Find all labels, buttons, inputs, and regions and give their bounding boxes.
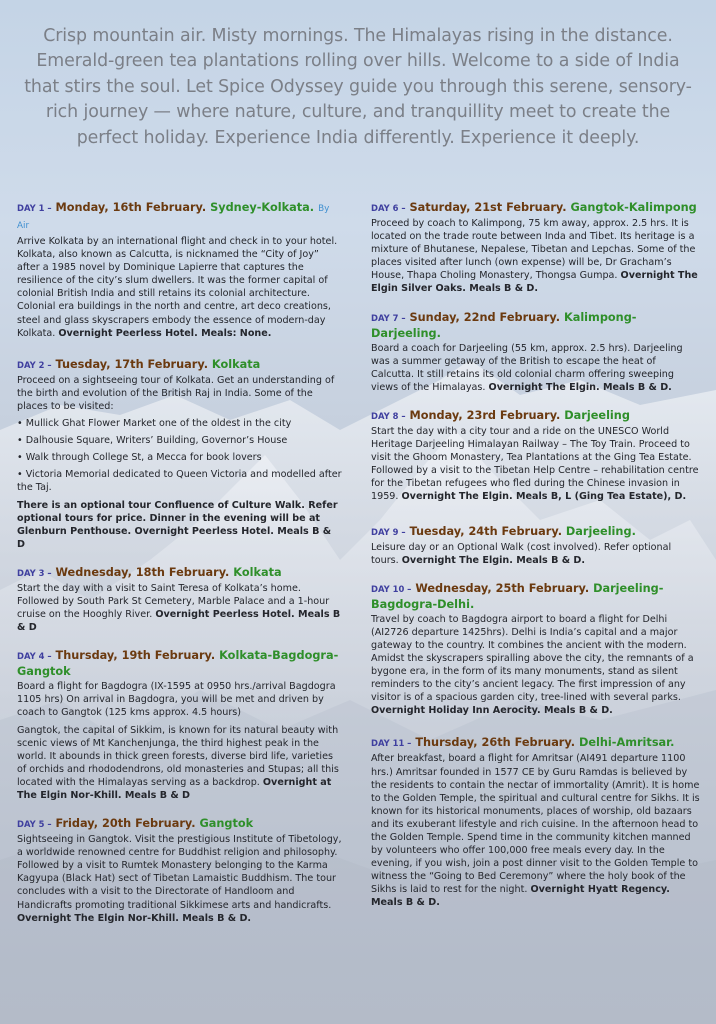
day-7-description [371,342,701,394]
day-date: Thursday, 26th February. [415,736,576,750]
day-route: Kalimpong-Darjeeling. [371,310,637,340]
day-4-description-2 [17,724,342,803]
day-route: Gangtok-Kalimpong [570,201,697,214]
day-overnight: There is an optional tour Confluence of Culture Walk. Refer optional tours for price. Dinner in the evening will be at Glenburn Penthouse. Overnight Peerless Hotel. Meals B & D [17,499,338,550]
day-overnight: Overnight The Elgin Nor-Khill. Meals B & D. [17,912,252,924]
day-date: Tuesday, 24th February. [409,524,562,538]
day-date: Sunday, 22nd February. [409,310,560,324]
day-2-description [17,374,342,413]
day-label: DAY 6 – [371,203,406,213]
day-route: Darjeeling-Bagdogra-Delhi. [371,581,664,611]
day-overnight: Overnight Peerless Hotel. Meals B & D [17,609,341,634]
day-label: DAY 4 – [17,651,52,662]
day-10-description [371,613,701,718]
day-text: Travel by coach to Bagdogra airport to board a flight for Delhi (AI2726 departure 1425hrs). Delhi is India’s capital and a major gateway to the country. It combines the ancient with the modern. Amidst the skyscrapers spiralling above the city, the remnants of a bygone era, in the form of its many monuments, stand as silent reminders to the city’s ancient legacy. The first impression of any visitor is of a spacious garden city, tree-lined with several parks. [371,613,694,704]
day-2-notes [17,499,342,551]
day-2-heading [17,357,342,373]
day-label: DAY 10 – [371,583,412,594]
day-4 [17,648,342,802]
day-1-heading [17,200,342,234]
day-4-heading [17,648,342,679]
day-9-heading [371,524,701,540]
day-text-2: Gangtok, the capital of Sikkim, is known for its natural beauty with scenic views of Mt Kanchenjunga, the third highest peak in the world. It abounds in thick green forests, diverse bird life, varieties of orchids and rhododendrons, old monasteries and Stupas; all this located with the Himalayas serving as a backdrop. [17,724,339,788]
day-text: Proceed on a sightseeing tour of Kolkata. Get an understanding of the birth and evolution of the British Raj in India. Some of the places to be visited: [17,374,335,412]
day-text: Sightseeing in Gangtok. Visit the prestigious Institute of Tibetology, a worldwide renowned centre for Buddhist religion and philosophy. Followed by a visit to Rumtek Monastery belonging to the Karma Kagyupa (Black Hat) sect of Tibetan Lamaistic Buddhism. The tour concludes with a visit to the Directorate of Handloom and Handicrafts promoting traditional Sikkimese arts and handicrafts. [17,834,342,911]
list-item: • Walk through College St, a Mecca for book lovers [17,452,262,464]
day-overnight: Overnight Peerless Hotel. Meals: None. [58,327,272,339]
day-1-description [17,235,342,340]
day-label: DAY 1 – [17,203,52,213]
day-text: Leisure day or an Optional Walk (cost involved). Refer optional tours. [371,541,672,566]
day-8-description [371,425,701,504]
day-6-description [371,217,701,296]
list-item: • Mullick Ghat Flower Market one of the oldest in the city [17,418,292,430]
day-overnight: Overnight The Elgin. Meals B, L (Ging Tea Estate), D. [401,491,687,503]
day-1 [17,200,342,340]
day-10 [371,581,701,718]
day-label: DAY 2 – [17,359,52,370]
day-date: Wednesday, 18th February. [55,565,230,579]
day-text: Board a flight for Bagdogra (IX-1595 at 0950 hrs./arrival Bagdogra 1105 hrs) On arrival in Bagdogra, you will be met and driven by coach to Gangtok (125 kms approx. 4.5 hours) [17,681,336,719]
day-route: Delhi-Amritsar. [578,736,675,750]
day-7 [371,310,701,394]
day-text: Arrive Kolkata by an international flight and check in to your hotel. Kolkata, also known as Calcutta, is nicknamed the “City of Joy” after a 1985 novel by Dominique Lapierre that captures the resilience of the city’s slum dwellers. It was the former capital of colonial British India and still retains its colonial architecture. Colonial era buildings in the north and centre, art deco creations, steel and glass skyscrapers embody the essence of modern-day Kolkata. [17,236,338,339]
day-date: Monday, 23rd February. [409,408,561,422]
day-text: Board a coach for Darjeeling (55 km, approx. 2.5 hrs). Darjeeling was a summer getaway of the British to escape the heat of Calcutta. It still retains its old colonial charm offering sweeping views of the Himalayas. [371,342,683,393]
day-route: Kolkata [233,565,282,579]
day-overnight: Overnight The Elgin. Meals B & D. [401,554,586,566]
day-label: DAY 7 – [371,312,406,323]
day-text: After breakfast, board a flight for Amritsar (AI491 departure 1100 hrs.) Amritsar founded in 1577 CE by Guru Ramdas is believed by the residents to contain the nectar of immortality (Amrit). It is home to the Golden Temple, the spiritual and cultural centre for Sikhs. It is known for its historical monuments, places of worship, old bazaars and its exuberant lifestyle and rich cuisine. In the afternoon head to the Golden Temple. Spend time in the community kitchen manned by volunteers who offer 100,000 free meals every day. In the evening, if you wish, join a post dinner visit to the Golden Temple to witness the “Going to Bed Ceremony” where the holy book of the Sikhs is laid to rest for the night. [371,753,700,896]
day-route: Kolkata [211,357,261,371]
day-label: DAY 3 – [17,567,52,578]
day-route: Darjeeling. [565,524,636,538]
day-overnight: Overnight The Elgin. Meals B & D. [488,381,672,393]
day-route: Darjeeling [564,408,630,422]
day-route: Sydney-Kolkata. [210,201,315,214]
day-5-description [17,833,342,925]
itinerary-right-column [371,200,701,924]
day-overnight: Overnight The Elgin Silver Oaks. Meals B & D. [371,270,698,295]
day-text: Start the day with a visit to Saint Teresa of Kolkata’s home. Followed by South Park St Cemetery, Marble Palace and a 1-hour cruise on the Hooghly River. [17,582,330,621]
intro-text: Crisp mountain air. Misty mornings. The Himalayas rising in the distance. Emerald-green tea plantations rolling over hills. Welcome to a side of India that stirs the soul. Let Spice Odyssey guide you through this serene, sensory-rich journey — where nature, culture, and tranquillity meet to create the perfect holiday. Experience India differently. Experience it deeply. [24,26,692,148]
day-date: Thursday, 19th February. [55,649,216,663]
day-11-description [371,752,701,909]
day-overnight: Overnight Hyatt Regency. Meals B & D. [371,884,670,909]
day-6-heading [371,200,701,216]
day-date: Wednesday, 25th February. [415,581,590,595]
day-8-heading [371,408,701,424]
list-item: • Dalhousie Square, Writers’ Building, Governor’s House [17,435,288,447]
list-item: • Victoria Memorial dedicated to Queen Victoria and modelled after the Taj. [17,469,342,494]
day-overnight: Overnight at The Elgin Nor-Khill. Meals B & D [17,776,332,801]
day-label: DAY 5 – [17,819,52,830]
day-4-description [17,680,342,719]
day-3 [17,565,342,634]
day-10-heading [371,581,701,612]
day-3-description [17,582,342,634]
itinerary-left-column [17,200,342,939]
day-2 [17,357,342,551]
day-date: Tuesday, 17th February. [55,357,208,371]
day-8 [371,408,701,504]
by-air-label: By Air [17,204,330,231]
day-label: DAY 8 – [371,410,406,421]
day-5-heading [17,816,342,832]
day-label: DAY 11 – [371,738,412,749]
day-9 [371,524,701,567]
day-label: DAY 9 – [371,526,406,537]
day-11 [371,735,701,909]
day-route: Kolkata-Bagdogra-Gangtok [17,649,339,679]
day-text: Proceed by coach to Kalimpong, 75 km away, approx. 2.5 hrs. It is located on the trade route between Inda and Tibet. Its heritage is a mixture of Bhutanese, Nepalese, Tibetan and Lepchas. Some of the places visited after lunch (own expense) will be, Dr Gracham’s House, Thapa Choling Monastery, Thongsa Gumpa. [371,218,696,282]
day-overnight: Overnight Holiday Inn Aerocity. Meals B & D. [371,705,613,717]
day-6 [371,200,701,296]
day-text: Start the day with a city tour and a ride on the UNESCO World Heritage Darjeeling Himalayan Railway – The Toy Train. Proceed to visit the Ghoom Monastery, Tea Plantations at the Ging Tea Estate. Followed by a visit to the Tibetan Help Centre – rehabilitation centre for the Tibetan refugees who fled during the Chinese invasion in 1959. [371,425,699,503]
day-11-heading [371,735,701,751]
day-date: Saturday, 21st February. [409,201,567,214]
day-9-description [371,541,701,567]
day-date: Friday, 20th February. [55,817,196,831]
day-5 [17,816,342,925]
day-3-heading [17,565,342,581]
day-date: Monday, 16th February. [55,201,207,214]
day-7-heading [371,310,701,341]
places-list [17,417,342,494]
day-route: Gangtok [199,817,254,831]
